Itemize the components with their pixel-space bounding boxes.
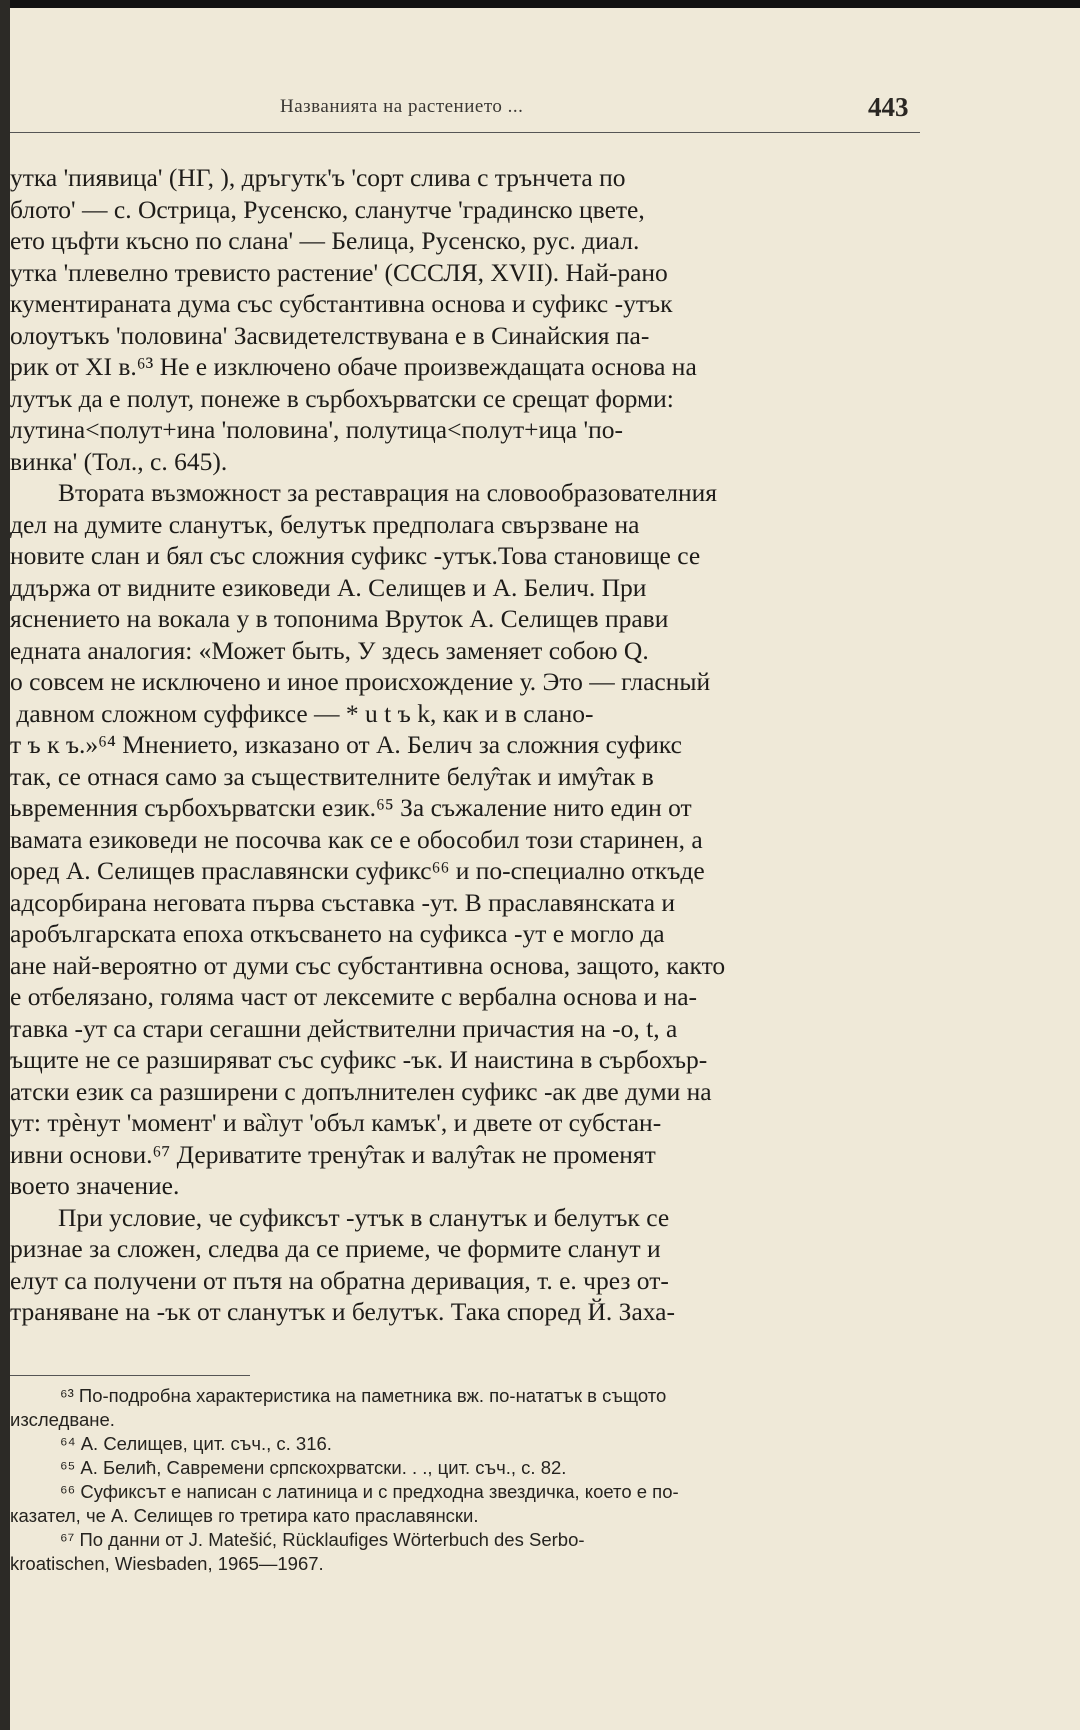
body-line: винка' (Тол., с. 645). [10, 446, 228, 476]
footnote-65: ⁶⁵ А. Белић, Савремени српскохрватски. . ., цит. съч., с. 82. [60, 1457, 567, 1478]
footnote-64: ⁶⁴ А. Селищев, цит. съч., с. 316. [60, 1433, 332, 1454]
body-line: ут: трѐнут 'момент' и ва̏лут 'объл камък', и двете от субстан- [10, 1108, 662, 1137]
body-line: рик от XI в.⁶³ Не е изключено обаче произвеждащата основа на [10, 352, 697, 381]
body-line: блото' — с. Острица, Русенско, сланутче 'градинско цвете, [10, 194, 645, 224]
page-top-edge [0, 0, 1080, 8]
body-line: о совсем не исключено и иное происхождение у. Это — гласный [10, 667, 711, 696]
body-line: яснението на вокала у в топонима Вруток А. Селищев прави [10, 604, 669, 633]
body-line: ане най-вероятно от думи със субстантивна основа, защото, както [10, 950, 726, 980]
running-title: Названията на растението ... [280, 96, 524, 117]
footnote-66: ⁶⁶ Суфиксът е написан с латиница и с предходна звездичка, което е по- [60, 1481, 679, 1502]
body-line: ъщите не се разширяват със суфикс -ък. И наистина в сърбохър- [10, 1045, 708, 1074]
footnote-63: ⁶³ По-подробна характеристика на паметника вж. по-нататък в същото [60, 1385, 667, 1406]
footnote-63-cont: изследване. [10, 1409, 115, 1430]
body-line: утка 'пиявица' (НГ, ), дръгутк'ъ 'сорт слива с трънчета по [10, 163, 626, 192]
body-line: ддържа от видните езиковеди А. Селищев и А. Белич. При [10, 572, 647, 602]
body-line: аробългарската епоха откъсването на суфикса -ут е могло да [10, 919, 665, 948]
header-rule [10, 132, 920, 133]
body-line: т ъ к ъ.»⁶⁴ Мнението, изказано от А. Белич за сложния суфикс [10, 730, 682, 759]
running-head [0, 92, 1080, 126]
body-line: елут са получени от пътя на обратна деривация, т. е. чрез от- [10, 1265, 669, 1295]
footnotes [10, 1384, 950, 1576]
paragraph-start-line: Втората възможност за реставрация на словообразователния [58, 478, 718, 507]
body-line: ето цъфти късно по слана' — Белица, Русенско, рус. диал. [10, 226, 640, 255]
body-line: так, се отнася само за съществителните белу̂так и иму̂так в [10, 761, 654, 791]
footnote-67: ⁶⁷ По данни от J. Matešić, Rücklaufiges Wörterbuch des Serbo- [60, 1529, 585, 1550]
body-line: адсорбирана неговата първа съставка -ут. В праславянската и [10, 887, 676, 917]
body-line: траняване на -ък от сланутък и белутък. Така според Й. Заха- [10, 1297, 675, 1326]
body-line: атски език са разширени с допълнителен суфикс -ак две думи на [10, 1076, 712, 1106]
body-line: е отбелязано, голяма част от лексемите с вербална основа и на- [10, 982, 698, 1011]
body-line: лутък да е полут, понеже в сърбохърватски се срещат форми: [10, 383, 674, 413]
body-line: ивни основи.⁶⁷ Дериватите трену̂так и валу̂так не променят [10, 1139, 656, 1169]
page-number: 443 [868, 92, 909, 122]
body-line: кументираната дума със субстантивна основа и суфикс -утък [10, 289, 673, 318]
body-line: воето значение. [10, 1171, 180, 1200]
body-line: вамата езиковеди не посочва как се е обособил този старинен, а [10, 824, 703, 854]
body-line: дел на думите сланутък, белутък предполага свързване на [10, 509, 640, 539]
body-line: тавка -ут са стари сегашни действителни причастия на -о, t, а [10, 1013, 678, 1043]
page-left-edge [0, 0, 10, 1730]
footnote-67-cont: kroatischen, Wiesbaden, 1965—1967. [10, 1553, 324, 1574]
body-line: оред А. Селищев праславянски суфикс⁶⁶ и по-специално откъде [10, 856, 705, 885]
body-line: лутина<полут+ина 'половина', полутица<полут+ица 'по- [10, 415, 623, 444]
body-line: утка 'плевелно тревисто растение' (СССЛЯ, XVII). Най-рано [10, 257, 668, 287]
body-line: ьвременния сърбохърватски език.⁶⁵ За съжаление нито един от [10, 793, 692, 822]
footnote-rule [10, 1375, 250, 1376]
body-line: давном сложном суффиксе — * u t ъ k, как и в слано- [10, 698, 594, 728]
paragraph-start-line: При условие, че суфиксът -утък в сланутък и белутък се [58, 1202, 670, 1232]
body-text [10, 162, 930, 1328]
body-line: новите слан и бял със сложния суфикс -утък.Това становище се [10, 541, 701, 570]
footnote-66-cont: казател, че А. Селищев го третира като праславянски. [10, 1505, 479, 1526]
body-line: ризнае за сложен, следва да се приеме, че формите сланут и [10, 1234, 661, 1263]
body-line: едната аналогия: «Может быть, У здесь заменяет собою Q. [10, 635, 649, 665]
body-line: олоутъкъ 'половина' Засвидетелствувана е в Синайския па- [10, 320, 650, 350]
